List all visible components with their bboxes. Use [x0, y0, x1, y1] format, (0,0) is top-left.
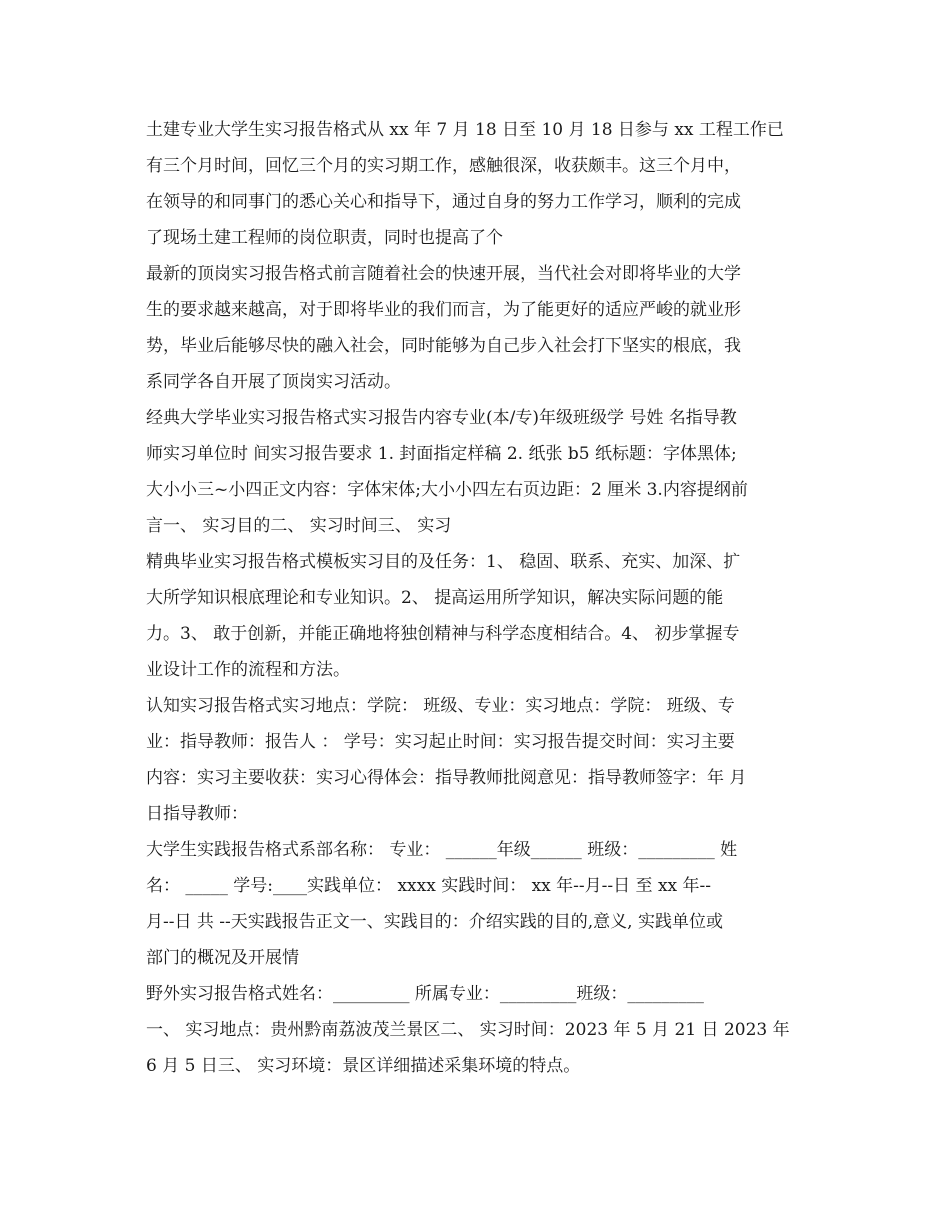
text-line: 系同学各自开展了顶岗实习活动。	[146, 372, 401, 392]
text-line: 业设计工作的流程和方法。	[146, 660, 350, 680]
text-line: 了现场土建工程师的岗位职责，同时也提高了个	[146, 228, 503, 248]
text-line: 力。3、 敢于创新，并能正确地将独创精神与科学态度相结合。4、 初步掌握专	[146, 624, 740, 644]
text-line: 名： _____ 学号:____实践单位： xxxx 实践时间： xx 年--月--日 至 xx 年--	[146, 876, 712, 896]
text-line: 大小小三~小四正文内容：字体宋体;大小小四左右页边距：2 厘米 3.内容提纲前	[146, 480, 748, 500]
text-line: 势，毕业后能够尽快的融入社会，同时能够为自己步入社会打下坚实的根底，我	[146, 336, 741, 356]
text-line: 认知实习报告格式实习地点：学院： 班级、专业：实习地点：学院： 班级、专	[146, 696, 735, 716]
text-line: 言一、 实习目的二、 实习时间三、 实习	[146, 516, 452, 536]
text-line: 大学生实践报告格式系部名称： 专业： ______年级______ 班级：_________ 姓	[146, 840, 738, 860]
text-line: 精典毕业实习报告格式模板实习目的及任务：1、 稳固、联系、充实、加深、扩	[146, 552, 741, 572]
text-line: 在领导的和同事门的悉心关心和指导下，通过自身的努力工作学习，顺利的完成	[146, 192, 741, 212]
text-line: 一、 实习地点：贵州黔南荔波茂兰景区二、 实习时间：2023 年 5 月 21 日 2023 年	[146, 1020, 790, 1040]
text-line: 月--日 共 --天实践报告正文一、实践目的：介绍实践的目的,意义, 实践单位或	[146, 912, 723, 932]
text-line: 有三个月时间，回忆三个月的实习期工作，感触很深，收获颇丰。这三个月中，	[146, 156, 741, 176]
text-line: 最新的顶岗实习报告格式前言随着社会的快速开展，当代社会对即将毕业的大学	[146, 264, 741, 284]
text-line: 生的要求越来越高，对于即将毕业的我们而言，为了能更好的适应严峻的就业形	[146, 300, 741, 320]
text-line: 业：指导教师：报告人 ： 学号：实习起止时间：实习报告提交时间：实习主要	[146, 732, 735, 752]
text-line: 6 月 5 日三、 实习环境：景区详细描述采集环境的特点。	[146, 1056, 581, 1076]
text-line: 经典大学毕业实习报告格式实习报告内容专业(本/专)年级班级学 号姓 名指导教	[146, 408, 737, 428]
text-line: 部门的概况及开展情	[146, 948, 299, 968]
text-line: 日指导教师：	[146, 804, 248, 824]
text-line: 大所学知识根底理论和专业知识。2、 提高运用所学知识，解决实际问题的能	[146, 588, 724, 608]
text-line: 土建专业大学生实习报告格式从 xx 年 7 月 18 日至 10 月 18 日参与 xx 工程工作已	[146, 120, 784, 140]
text-line: 野外实习报告格式姓名：_________ 所属专业：_________班级：_________	[146, 984, 704, 1004]
text-line: 师实习单位时 间实习报告要求 1. 封面指定样稿 2. 纸张 b5 纸标题：字体黑体;	[146, 444, 737, 464]
document-body	[146, 112, 812, 1084]
text-line: 内容：实习主要收获：实习心得体会：指导教师批阅意见：指导教师签字：年 月	[146, 768, 747, 788]
